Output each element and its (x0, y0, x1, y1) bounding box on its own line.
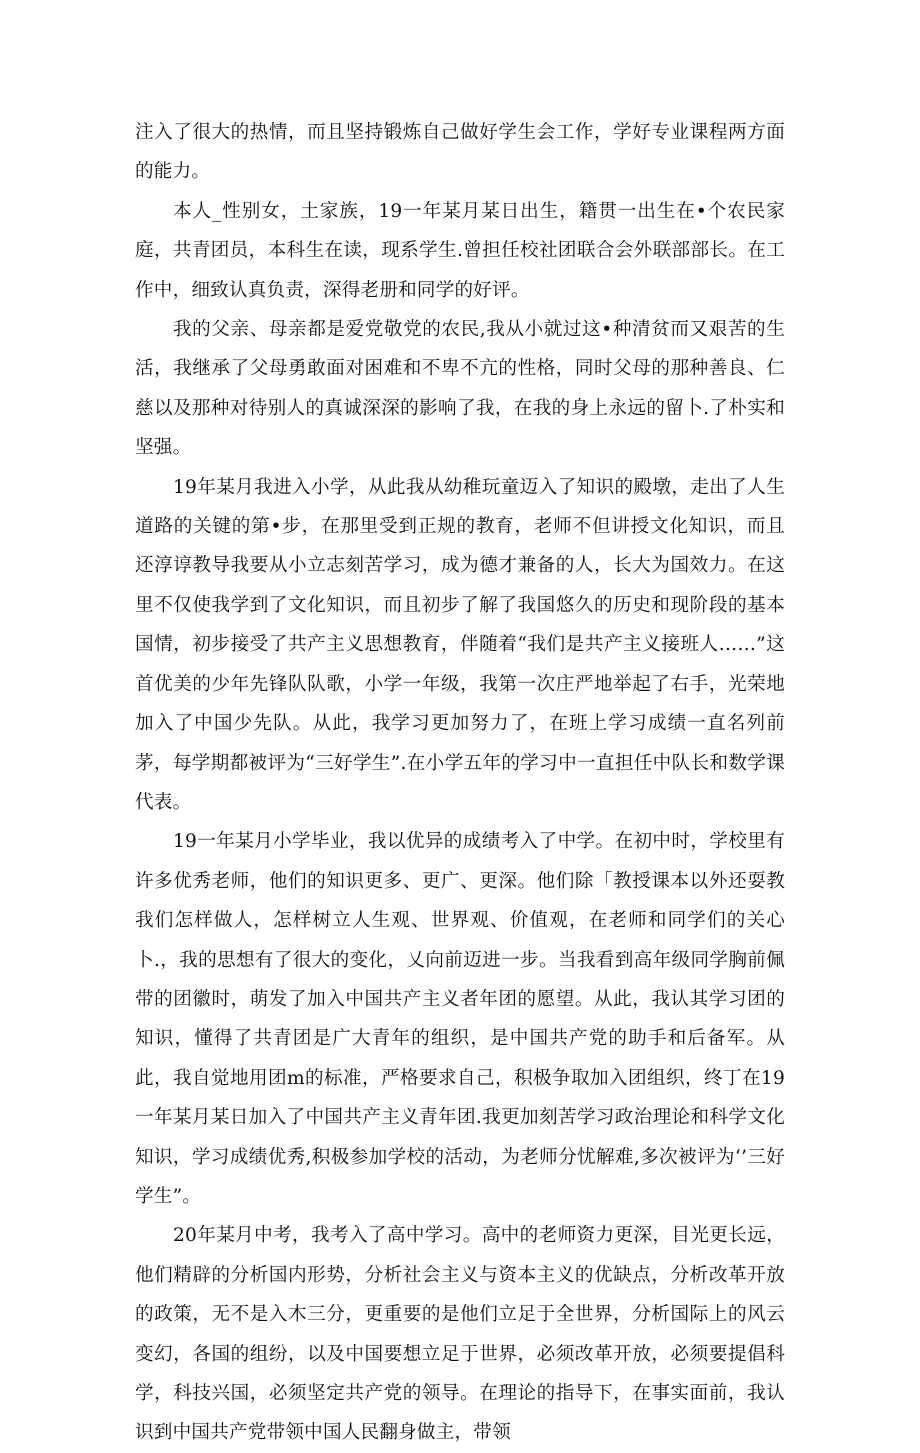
paragraph-2: 本人_性别女，土家族，19一年某月某日出生，籍贯一出生在•个农民家庭，共青团员，本科生在读，现系学生.曾担任校社团联合会外联部部长。在工作中，细致认真负责，深得老册和同学的好评。 (135, 200, 785, 301)
paragraph-4: 19年某月我进入小学，从此我从幼稚玩童迈入了知识的殿墩，走出了人生道路的关键的第•步，在那里受到正规的教育，老师不但讲授文化知识，而且还淳谆教导我要从小立志刻苦学习，成为德才兼备的人，长大为国效力。在这里不仅使我学到了文化知识，而且初步了解了我国悠久的历史和现阶段的基本国情，初步接受了共产主义思想教育，伴随着“我们是共产主义接班人……”这首优美的少年先锋队队歌，小学一年级，我第一次庄严地举起了右手，光荣地加入了中国少先队。从此，我学习更加努力了，在班上学习成绩一直名列前茅，每学期都被评为“三好学生”.在小学五年的学习中一直担任中队长和数学课代表。 (135, 476, 785, 813)
paragraph-6: 20年某月中考，我考入了高中学习。高中的老师资力更深，目光更长远，他们精辟的分析国内形势，分析社会主义与资本主义的优缺点，分析改革开放的政策，无不是入木三分，更重要的是他们立足于全世界，分析国际上的风云变幻，各国的组纷，以及中国要想立足于世界，必须改革开放，必须要提倡科学，科技兴国，必须坚定共产党的领导。在理论的指导下，在事实面前，我认识到中国共产党带领中国人民翻身做主，带领 (135, 1225, 785, 1444)
paragraph-3: 我的父亲、母亲都是爱党敬党的农民,我从小就过这•种清贫而又艰苦的生活，我继承了父母勇敢面对困难和不卑不亢的性格，同时父母的那种善良、仁慈以及那种对待别人的真诚深深的影响了我，在我的身上永远的留卜.了朴实和坚强。 (135, 319, 785, 459)
document-page (135, 113, 785, 1453)
paragraph-5: 19一年某月小学毕业，我以优异的成绩考入了中学。在初中时，学校里有许多优秀老师，他们的知识更多、更广、更深。他们除「教授课本以外还耍教我们怎样做人，怎样树立人生观、世界观、价值观，在老师和同学们的关心卜.，我的思想有了很大的变化，乂向前迈进一步。当我看到高年级同学胸前佩带的团徽时，萌发了加入中国共产主义者年团的愿望。从此，我认其学习团的知识，懂得了共青团是广大青年的组织，是中国共产党的助手和后备军。从此，我自觉地用团m的标准，严格要求自己，积极争取加入团组织，终丁在19一年某月某日加入了中国共产主义青年团.我更加刻苦学习政治理论和科学文化知识，学习成绩优秀,积极参加学校的活动，为老师分忧解难,多次被评为‘’三好学生”。 (135, 831, 785, 1207)
paragraph-1: 注入了很大的热情，而且坚持锻炼自己做好学生会工作，学好专业课程两方面的能力。 (135, 122, 785, 183)
